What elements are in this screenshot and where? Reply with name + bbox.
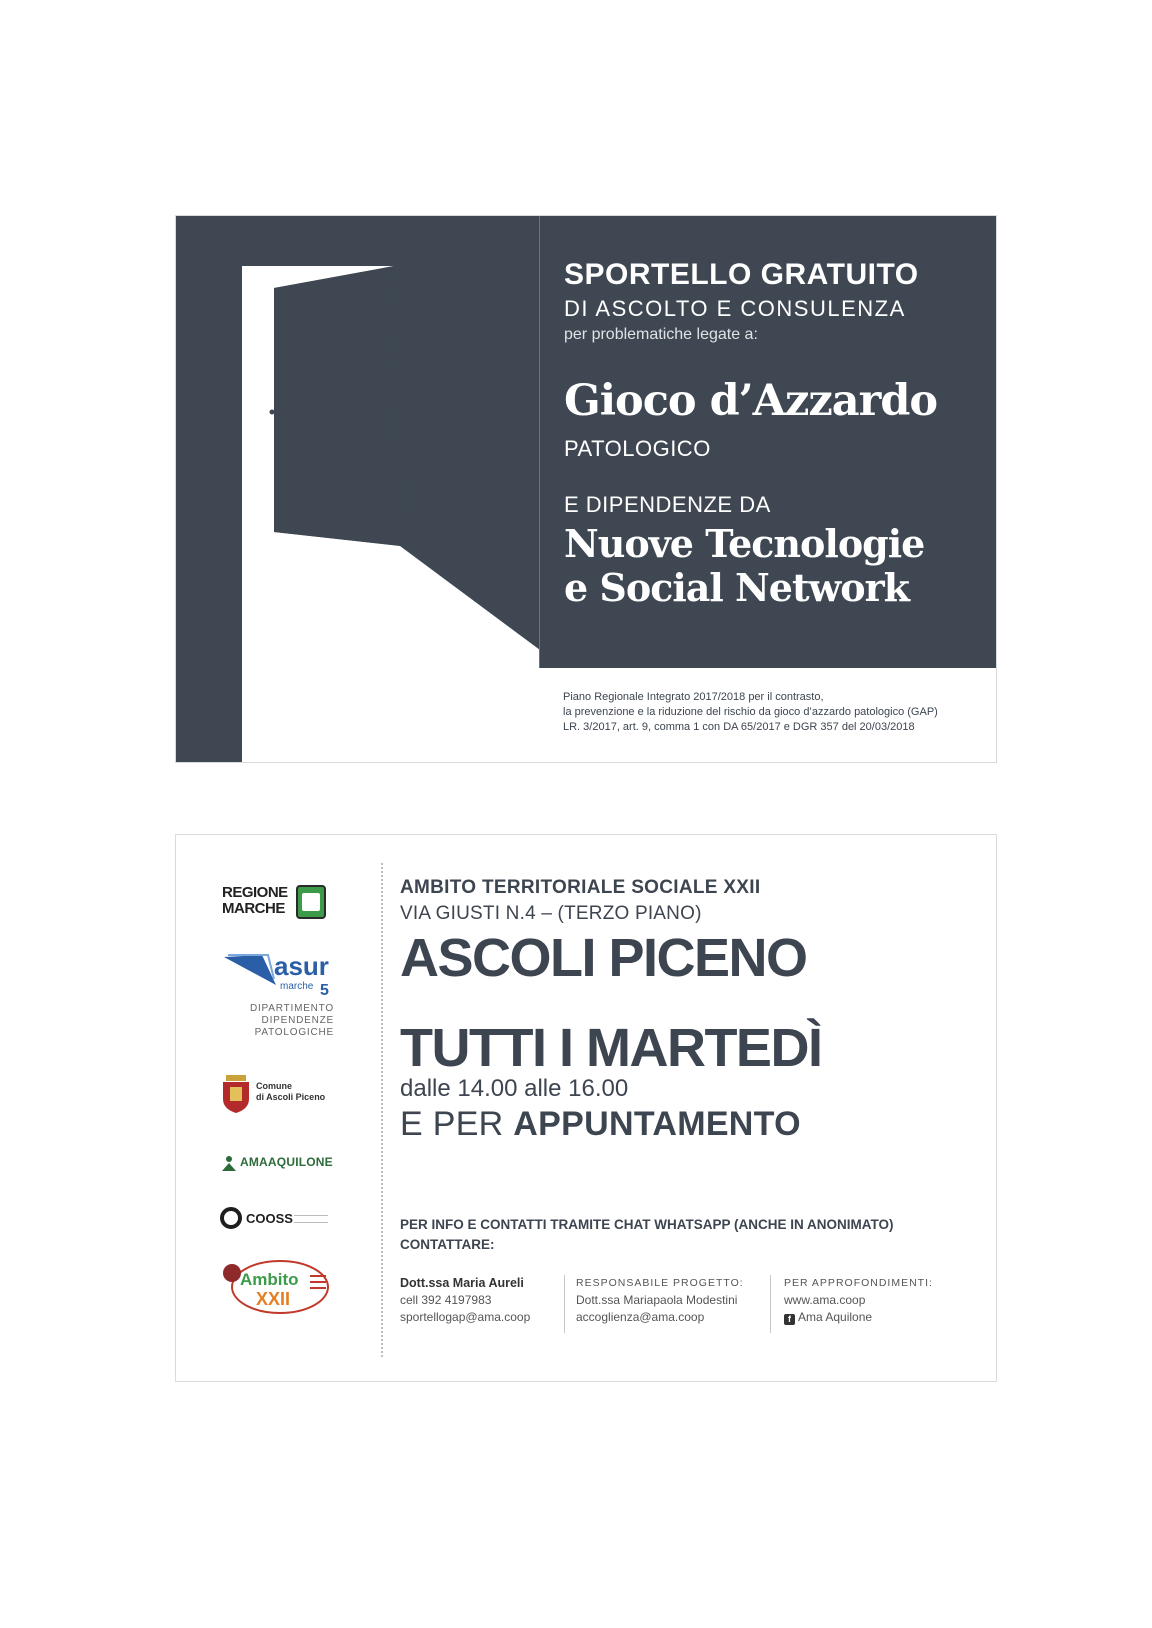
info-line2: CONTATTARE: <box>400 1237 495 1252</box>
contact-name: Dott.ssa Maria Aureli <box>400 1276 524 1290</box>
contact-phone[interactable]: cell 392 4197983 <box>400 1293 492 1307</box>
front-title: SPORTELLO GRATUITO <box>564 258 919 291</box>
contact-email[interactable]: accoglienza@ama.coop <box>576 1310 705 1324</box>
city-name: ASCOLI PICENO <box>400 928 807 988</box>
topic-technology-line2: e Social Network <box>564 565 909 610</box>
legal-line: LR. 3/2017, art. 9, comma 1 con DA 65/2017 e DGR 357 del 20/03/2018 <box>563 721 915 733</box>
contact-label: PER APPROFONDIMENTI: <box>784 1277 933 1289</box>
cooss-text: COOSS <box>246 1211 293 1226</box>
comune-ascoli-logo <box>222 1073 334 1117</box>
asur-wave-icon <box>222 949 334 997</box>
facebook-icon: f <box>784 1314 795 1325</box>
front-intro: per problematiche legate a: <box>564 326 758 343</box>
ambito-xxii-logo <box>218 1255 338 1319</box>
contact-more-info <box>784 1275 933 1326</box>
topic-technology-line1: Nuove Tecnologie <box>564 521 925 566</box>
dept-line: PATOLOGICHE <box>254 1027 334 1038</box>
contact-divider <box>770 1275 771 1333</box>
topic-gambling-sub: PATOLOGICO <box>564 436 711 461</box>
contact-primary <box>400 1275 530 1326</box>
ambito-logo-icon <box>218 1255 338 1319</box>
topic-technology <box>564 522 924 610</box>
dept-line: DIPENDENZE <box>261 1015 334 1026</box>
regione-line2: MARCHE <box>222 900 285 917</box>
contact-project-lead <box>576 1275 744 1326</box>
legal-line: la prevenzione e la riduzione del rischio da gioco d’azzardo patologico (GAP) <box>563 706 938 718</box>
comune-line1: Comune <box>256 1081 292 1091</box>
svg-text:asur: asur <box>274 951 329 981</box>
svg-text:marche: marche <box>280 981 314 992</box>
city-crest-icon <box>222 1075 250 1113</box>
divider-line <box>539 216 540 668</box>
contact-divider <box>564 1275 565 1333</box>
legal-note <box>563 690 938 735</box>
comune-line2: di Ascoli Piceno <box>256 1092 326 1102</box>
contact-name: Dott.ssa Mariapaola Modestini <box>576 1293 738 1307</box>
schedule-hours: dalle 14.00 alle 16.00 <box>400 1075 629 1102</box>
info-heading <box>400 1215 893 1255</box>
ama-aquilone-logo <box>220 1153 340 1177</box>
back-card <box>175 834 997 1382</box>
asur-department <box>250 1003 334 1039</box>
address: VIA GIUSTI N.4 – (TERZO PIANO) <box>400 903 702 924</box>
svg-text:Ambito: Ambito <box>240 1270 299 1289</box>
cooss-ring-icon <box>220 1207 242 1229</box>
front-subtitle: DI ASCOLTO E CONSULENZA <box>564 296 906 321</box>
front-card <box>175 215 997 763</box>
regione-line1: REGIONE <box>222 884 288 901</box>
regione-mark-icon <box>296 885 326 919</box>
appointment-word: APPUNTAMENTO <box>513 1105 801 1143</box>
website-link[interactable]: www.ama.coop <box>784 1293 866 1307</box>
info-line1: PER INFO E CONTATTI TRAMITE CHAT WHATSAPP (ANCHE IN ANONIMATO) <box>400 1217 894 1232</box>
door-knob-icon <box>270 410 275 415</box>
ama-text: AMAAQUILONE <box>240 1155 333 1169</box>
regione-marche-logo <box>222 885 332 925</box>
cooss-tagline <box>294 1215 328 1223</box>
facebook-link[interactable] <box>784 1309 933 1326</box>
dept-line: DIPARTIMENTO <box>249 1003 334 1014</box>
open-door-illustration <box>176 216 540 763</box>
contact-label: RESPONSABILE PROGETTO: <box>576 1277 744 1289</box>
asur-marche-logo <box>222 949 334 1039</box>
dotted-separator <box>381 863 383 1357</box>
contact-email[interactable]: sportellogap@ama.coop <box>400 1310 531 1324</box>
legal-line: Piano Regionale Integrato 2017/2018 per il contrasto, <box>563 691 824 703</box>
appointment-prefix: E PER <box>400 1105 504 1143</box>
svg-text:XXII: XXII <box>256 1289 291 1309</box>
org-name: AMBITO TERRITORIALE SOCIALE XXII <box>400 877 761 898</box>
ama-figure-icon <box>220 1155 238 1173</box>
appointment-line <box>400 1105 801 1144</box>
topic-gambling: Gioco d’Azzardo <box>564 376 938 426</box>
svg-text:5: 5 <box>320 982 329 997</box>
schedule-days: TUTTI I MARTEDÌ <box>400 1018 822 1078</box>
facebook-page-name: Ama Aquilone <box>798 1310 873 1324</box>
cooss-logo <box>220 1205 340 1235</box>
topic-connector: E DIPENDENZE DA <box>564 492 771 517</box>
